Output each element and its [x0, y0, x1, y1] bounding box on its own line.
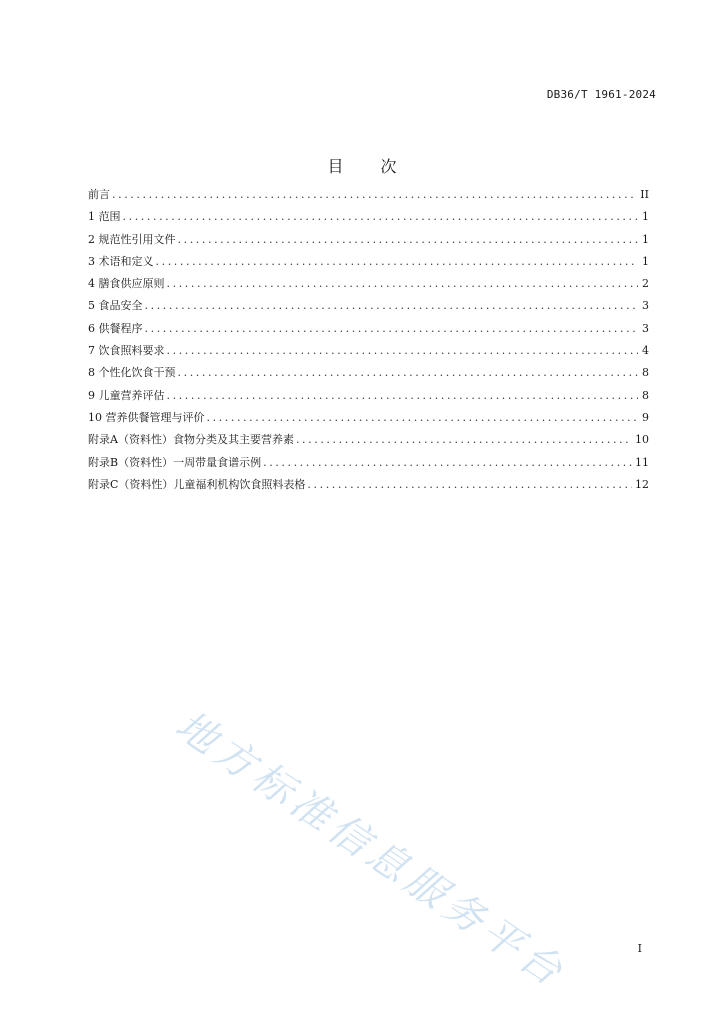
toc-entry-page: 1	[642, 232, 649, 246]
toc-leader-dots	[263, 452, 632, 474]
toc-entry-label: 附录A（资料性）食物分类及其主要营养素	[88, 433, 294, 447]
toc-entry-foreword[interactable]	[88, 184, 649, 206]
toc-entry-label: 附录B（资料性）一周带量食谱示例	[88, 455, 262, 469]
table-of-contents	[88, 184, 649, 496]
toc-entry-meal-principles[interactable]	[88, 273, 649, 295]
toc-leader-dots	[156, 251, 639, 273]
toc-leader-dots	[207, 407, 639, 429]
toc-entry-normative-references[interactable]	[88, 229, 649, 251]
toc-entry-label: 9 儿童营养评估	[88, 388, 165, 402]
toc-leader-dots	[145, 318, 639, 340]
toc-leader-dots	[167, 340, 639, 362]
toc-entry-appendix-b[interactable]	[88, 452, 649, 474]
toc-entry-label: 10 营养供餐管理与评价	[88, 410, 205, 424]
document-code: DB36/T 1961-2024	[546, 88, 656, 101]
toc-leader-dots	[167, 273, 639, 295]
toc-entry-food-safety[interactable]	[88, 295, 649, 317]
toc-entry-page: 9	[642, 410, 649, 424]
toc-entry-page: II	[640, 188, 649, 201]
toc-entry-page: 8	[642, 366, 649, 380]
toc-entry-page: 12	[635, 477, 649, 491]
toc-entry-label: 前言	[88, 188, 110, 201]
watermark: 地方标准信息服务平台	[167, 702, 575, 998]
toc-title: 目 次	[327, 157, 413, 176]
toc-leader-dots	[145, 295, 639, 317]
page-number: I	[637, 942, 642, 955]
toc-entry-page: 10	[635, 433, 649, 447]
toc-entry-label: 5 食品安全	[88, 299, 143, 313]
toc-leader-dots	[178, 362, 639, 384]
toc-entry-personalized-diet[interactable]	[88, 362, 649, 384]
toc-entry-meal-procedure[interactable]	[88, 318, 649, 340]
toc-entry-meal-management[interactable]	[88, 407, 649, 429]
toc-leader-dots	[178, 229, 639, 251]
toc-entry-label: 6 供餐程序	[88, 321, 143, 335]
toc-entry-label: 附录C（资料性）儿童福利机构饮食照料表格	[88, 477, 306, 491]
toc-entry-scope[interactable]	[88, 206, 649, 228]
toc-entry-appendix-c[interactable]	[88, 474, 649, 496]
toc-entry-page: 1	[642, 210, 649, 224]
toc-entry-page: 3	[642, 299, 649, 313]
toc-entry-appendix-a[interactable]	[88, 429, 649, 451]
toc-entry-diet-care-requirements[interactable]	[88, 340, 649, 362]
toc-entry-page: 3	[642, 321, 649, 335]
toc-entry-label: 1 范围	[88, 210, 121, 224]
toc-entry-label: 7 饮食照料要求	[88, 344, 165, 358]
toc-entry-label: 2 规范性引用文件	[88, 232, 176, 246]
toc-entry-terms-definitions[interactable]	[88, 251, 649, 273]
toc-entry-label: 8 个性化饮食干预	[88, 366, 176, 380]
toc-entry-page: 8	[642, 388, 649, 402]
toc-leader-dots	[123, 206, 639, 228]
toc-leader-dots	[112, 184, 637, 206]
toc-entry-nutrition-assessment[interactable]	[88, 385, 649, 407]
toc-entry-label: 4 膳食供应原则	[88, 277, 165, 291]
toc-leader-dots	[167, 385, 639, 407]
toc-entry-page: 4	[642, 344, 649, 358]
toc-entry-page: 2	[642, 277, 649, 291]
toc-leader-dots	[296, 429, 632, 451]
toc-entry-label: 3 术语和定义	[88, 254, 154, 268]
toc-entry-page: 11	[635, 455, 649, 469]
toc-entry-page: 1	[642, 254, 649, 268]
toc-leader-dots	[307, 474, 632, 496]
